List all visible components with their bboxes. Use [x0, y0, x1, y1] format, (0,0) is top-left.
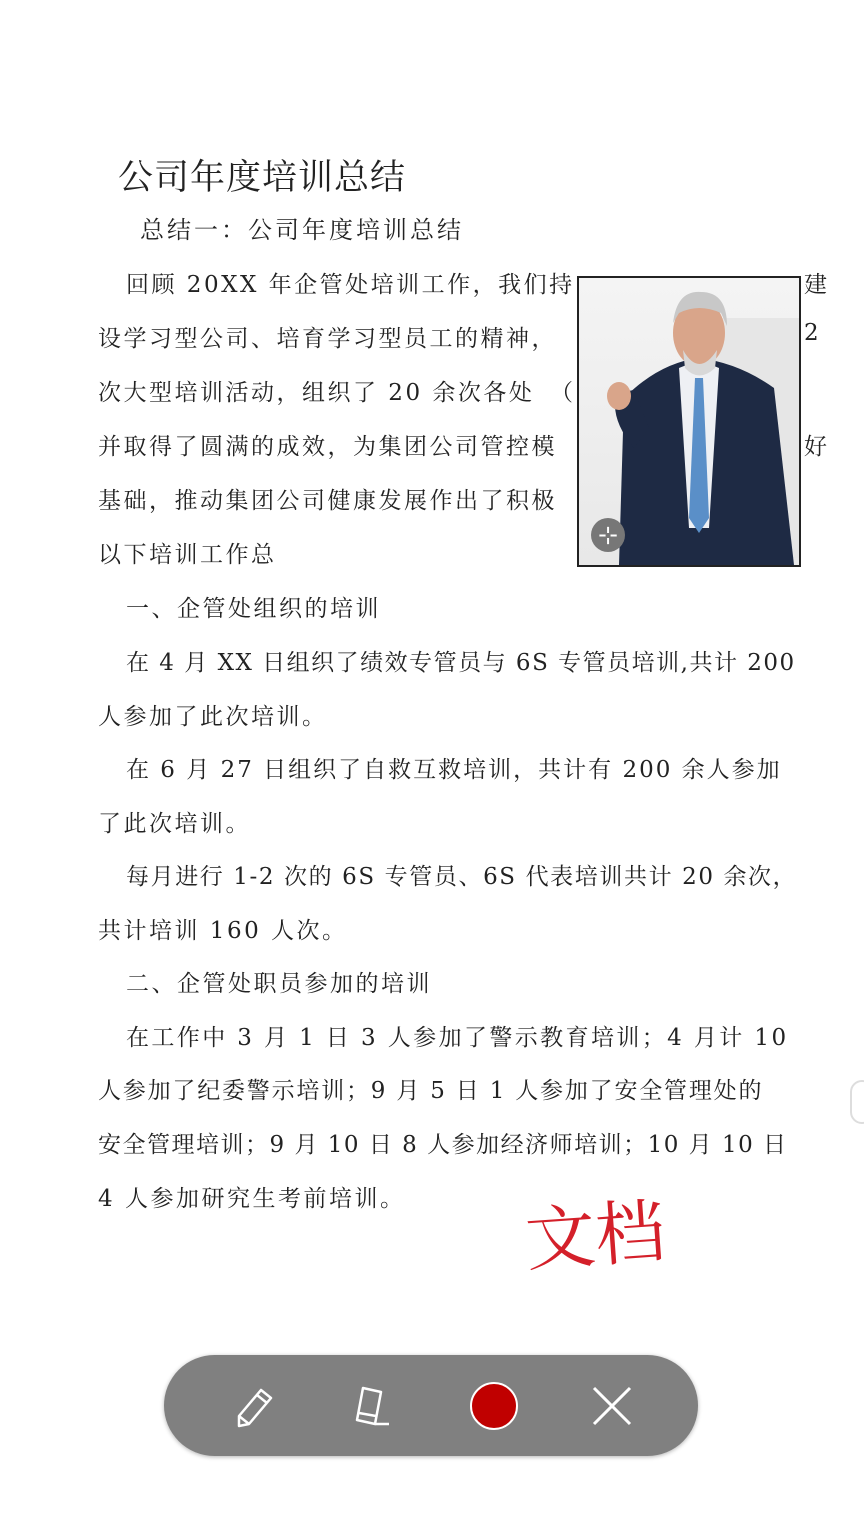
edge-char: 2: [804, 320, 819, 346]
subtitle: 总结一：公司年度培训总结: [140, 216, 464, 244]
edge-char: 好: [804, 434, 827, 460]
section-heading: 二、企管处职员参加的培训: [126, 971, 432, 997]
paragraph-line: 设学习型公司、培育学习型员工的精神，: [98, 326, 557, 352]
paragraph-line: 人参加了纪委警示培训；9 月 5 日 1 人参加了安全管理处的: [98, 1078, 764, 1104]
side-handle[interactable]: [850, 1080, 864, 1124]
paragraph-line: 每月进行 1-2 次的 6S 专管员、6S 代表培训共计 20 余次，: [126, 864, 798, 890]
edge-char: 建: [804, 272, 827, 298]
paragraph-line: 回顾 20XX 年企管处培训工作，我们持: [126, 272, 575, 298]
paragraph-line: 了此次培训。: [98, 811, 251, 837]
paragraph-line: 共计培训 160 人次。: [98, 918, 348, 944]
paragraph-line: 人参加了此次培训。: [98, 704, 328, 730]
pen-color-button[interactable]: [468, 1380, 520, 1432]
section-heading: 一、企管处组织的培训: [126, 596, 381, 622]
paragraph-line: 以下培训工作总: [98, 542, 277, 568]
color-dot-icon: [470, 1382, 518, 1430]
paragraph-line: 安全管理培训；9 月 10 日 8 人参加经济师培训；10 月 10 日: [98, 1132, 788, 1158]
eraser-icon: [349, 1382, 397, 1430]
eraser-button[interactable]: [347, 1380, 399, 1432]
floating-video-window[interactable]: [577, 276, 801, 567]
close-button[interactable]: [586, 1380, 638, 1432]
paragraph-line: 基础，推动集团公司健康发展作出了积极: [98, 488, 557, 514]
paragraph-line: 并取得了圆满的成效，为集团公司管控模: [98, 434, 557, 460]
pencil-icon: [231, 1382, 279, 1430]
page-title: 公司年度培训总结: [118, 158, 407, 198]
edge-char: （: [550, 380, 573, 406]
close-icon: [590, 1384, 634, 1428]
paragraph-line: 次大型培训活动，组织了 20 余次各处: [98, 380, 535, 406]
paragraph-line: 在工作中 3 月 1 日 3 人参加了警示教育培训；4 月计 10: [126, 1025, 789, 1051]
annotation-toolbar: [164, 1355, 698, 1456]
handwritten-annotation: 文档: [522, 1190, 669, 1282]
paragraph-line: 4 人参加研究生考前培训。: [98, 1186, 406, 1212]
exit-pip-button[interactable]: ⊹: [591, 518, 625, 552]
pencil-button[interactable]: [229, 1380, 281, 1432]
paragraph-line: 在 6 月 27 日组织了自救互救培训，共计有 200 余人参加: [126, 757, 782, 783]
paragraph-line: 在 4 月 XX 日组织了绩效专管员与 6S 专管员培训,共计 200: [126, 650, 796, 676]
